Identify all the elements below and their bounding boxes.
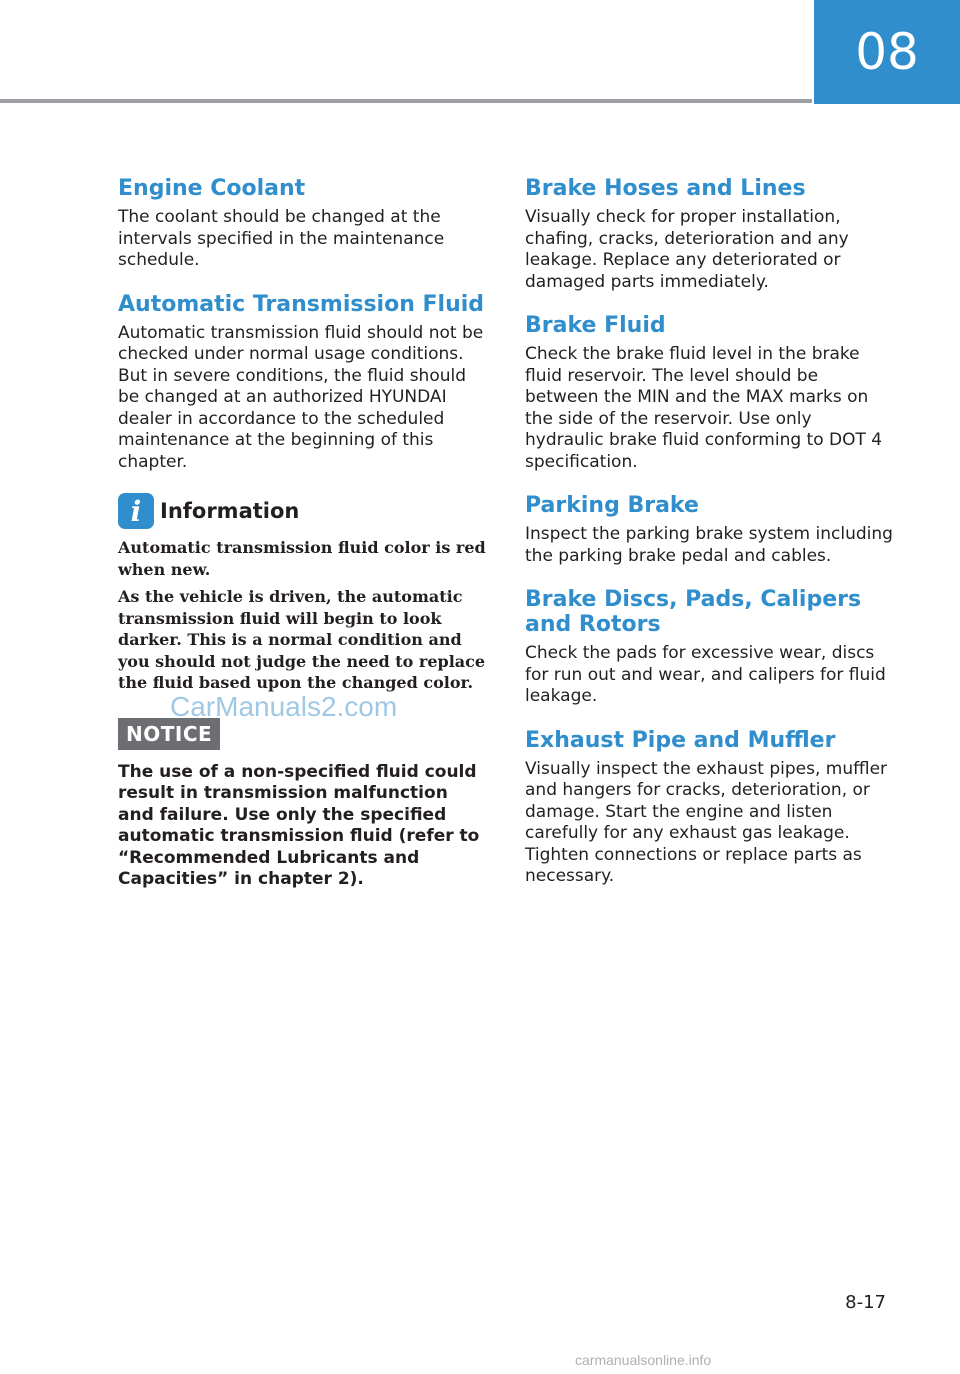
notice-text: The use of a non-specified fluid could result in transmission malfunction and failure. Use only the specified automatic transmission fluid (refer to “Recommended Lubricants and Capacities” in chapter 2). <box>118 761 480 889</box>
information-title: Information <box>160 499 300 523</box>
section-title: Engine Coolant <box>118 176 306 201</box>
section-text: Visually check for proper installation, chafing, cracks, deterioration and any leakage. Replace any deteriorated or damaged parts immediately. <box>525 207 849 292</box>
section-title: Parking Brake <box>525 493 699 518</box>
notice-label: NOTICE <box>118 718 220 750</box>
section-title: Brake Hoses and Lines <box>525 176 806 201</box>
header-rule <box>0 99 812 103</box>
watermark-top: CarManuals2.com <box>170 690 398 722</box>
section-text: The coolant should be changed at the intervals specified in the maintenance schedule. <box>118 207 445 270</box>
section-text: Automatic transmission fluid should not be checked under normal usage conditions. But in severe conditions, the fluid should be changed at an authorized HYUNDAI dealer in accordance to the scheduled maintenance at the beginning of this chapter. <box>118 322 484 472</box>
section-title: Brake Fluid <box>525 313 666 338</box>
page-number: 8-17 <box>845 1292 886 1313</box>
section-text: Check the pads for excessive wear, discs for run out and wear, and calipers for fluid leakage. <box>525 643 886 706</box>
info-icon: i <box>118 493 154 529</box>
section-text: Visually inspect the exhaust pipes, muffler and hangers for cracks, deterioration, or damage. Start the engine and listen carefully for any exhaust gas leakage. Tighten connections or replace parts as necessary. <box>525 758 888 886</box>
section-title: Exhaust Pipe and Muffler <box>525 727 836 753</box>
right-column <box>525 176 895 908</box>
chapter-tab <box>814 0 960 104</box>
information-text: Automatic transmission fluid color is red when new. <box>118 538 486 579</box>
information-header <box>118 493 488 529</box>
watermark-bottom: carmanualsonline.info <box>575 1352 712 1368</box>
section-text: Inspect the parking brake system including the parking brake pedal and cables. <box>525 524 893 566</box>
information-text: As the vehicle is driven, the automatic transmission fluid will begin to look darker. This is a normal condition and you should not judge the need to replace the fluid based upon the changed color. <box>118 587 486 692</box>
chapter-number: 08 <box>855 23 919 81</box>
left-column <box>118 176 488 891</box>
section-title: Automatic Transmission Fluid <box>118 291 485 317</box>
notice-header <box>118 690 488 752</box>
section-title: Brake Discs, Pads, Calipers and Rotors <box>525 587 862 637</box>
section-text: Check the brake fluid level in the brake fluid reservoir. The level should be between the MIN and the MAX marks on the side of the reservoir. Use only hydraulic brake fluid conforming to DOT 4 specification. <box>525 344 883 472</box>
